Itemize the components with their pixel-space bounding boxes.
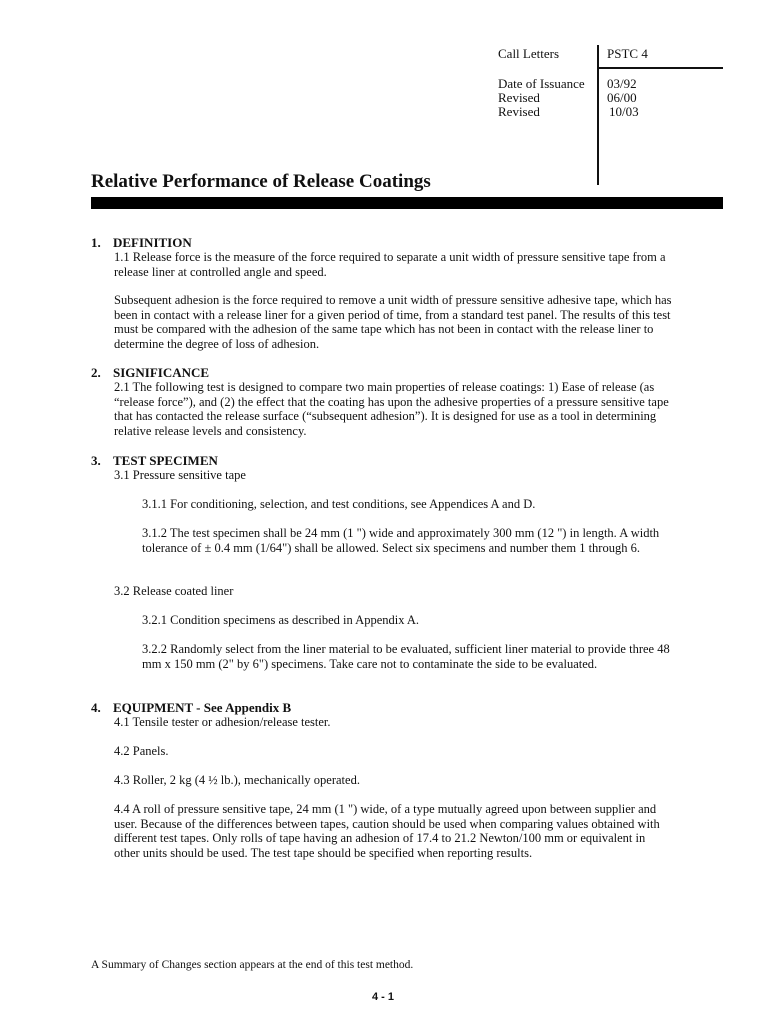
date-of-issuance-label: Date of Issuance (498, 76, 585, 91)
section-4-heading (91, 700, 291, 716)
section-number: 4. (91, 700, 101, 715)
section-number: 2. (91, 365, 101, 380)
paragraph-4-1: 4.1 Tensile tester or adhesion/release tester. (114, 715, 331, 729)
paragraph-3-1-1: 3.1.1 For conditioning, selection, and test conditions, see Appendices A and D. (142, 497, 536, 511)
revised-value-2: 10/03 (609, 104, 639, 119)
paragraph-4-4: 4.4 A roll of pressure sensitive tape, 24 mm (1 ") wide, of a type mutually agreed upon between supplier and user. Because of the differences between tapes, caution should be used when comparing values obtained with different test tapes. Only rolls of tape having an adhesion of 17.4 to 21.2 Newton/100 mm or equivalent in other units should be used. The test tape should be specified when reporting results. (114, 802, 660, 860)
call-letters-value: PSTC 4 (607, 46, 648, 61)
paragraph-3-1-2: 3.1.2 The test specimen shall be 24 mm (1 ") wide and approximately 300 mm (12 ") in length. A width tolerance of ± 0.4 mm (1/64") shall be allowed. Select six specimens and number them 1 through 6. (142, 526, 660, 555)
paragraph-1-1: 1.1 Release force is the measure of the force required to separate a unit width of pressure sensitive tape from a release liner at controlled angle and speed. (114, 250, 666, 279)
section-title: TEST SPECIMEN (113, 453, 218, 468)
revised-value-1: 06/00 (607, 90, 637, 105)
summary-note: A Summary of Changes section appears at the end of this test method. (91, 959, 414, 971)
paragraph-1-2: Subsequent adhesion is the force required to remove a unit width of pressure sensitive adhesive tape, which has been in contact with a release liner for a given period of time, from a standard test panel. The results of this test must be compared with the adhesion of the same tape which has not been in contact with the release liner to determine the degree of loss of adhesion. (114, 293, 672, 351)
header-vertical-rule (597, 45, 599, 185)
page-title: Relative Performance of Release Coatings (91, 171, 431, 192)
section-number: 1. (91, 235, 101, 250)
revised-label-1: Revised (498, 90, 540, 105)
date-of-issuance-value: 03/92 (607, 76, 637, 91)
page-number: 4 - 1 (372, 991, 395, 1003)
section-2-heading (91, 365, 209, 381)
paragraph-3-2-1: 3.2.1 Condition specimens as described in Appendix A. (142, 613, 420, 627)
section-3-heading (91, 453, 218, 469)
paragraph-4-2: 4.2 Panels. (114, 744, 169, 758)
section-title: SIGNIFICANCE (113, 365, 210, 380)
paragraph-2-1: 2.1 The following test is designed to compare two main properties of release coatings: 1) Ease of release (as “release force”), and (2) the effect that the coating has upon the adhesive properties of a pressure sensitive tape that has contacted the release surface (“subsequent adhesion”). It is designed for use as a tool in determining relative release levels and consistency. (114, 380, 669, 438)
section-1-heading (91, 235, 192, 251)
section-title: DEFINITION (113, 235, 192, 250)
section-title: EQUIPMENT - See Appendix B (113, 700, 292, 715)
call-letters-label: Call Letters (498, 46, 560, 61)
paragraph-4-3: 4.3 Roller, 2 kg (4 ½ lb.), mechanically operated. (114, 773, 360, 787)
paragraph-3-1: 3.1 Pressure sensitive tape (114, 468, 246, 482)
section-number: 3. (91, 453, 101, 468)
title-bar (91, 197, 723, 209)
paragraph-3-2-2: 3.2.2 Randomly select from the liner material to be evaluated, sufficient liner material to provide three 48 mm x 150 mm (2" by 6") specimens. Take care not to contaminate the side to be evaluated. (142, 642, 670, 671)
header-horizontal-rule (597, 67, 723, 69)
revised-label-2: Revised (498, 104, 540, 119)
paragraph-3-2: 3.2 Release coated liner (114, 584, 234, 598)
